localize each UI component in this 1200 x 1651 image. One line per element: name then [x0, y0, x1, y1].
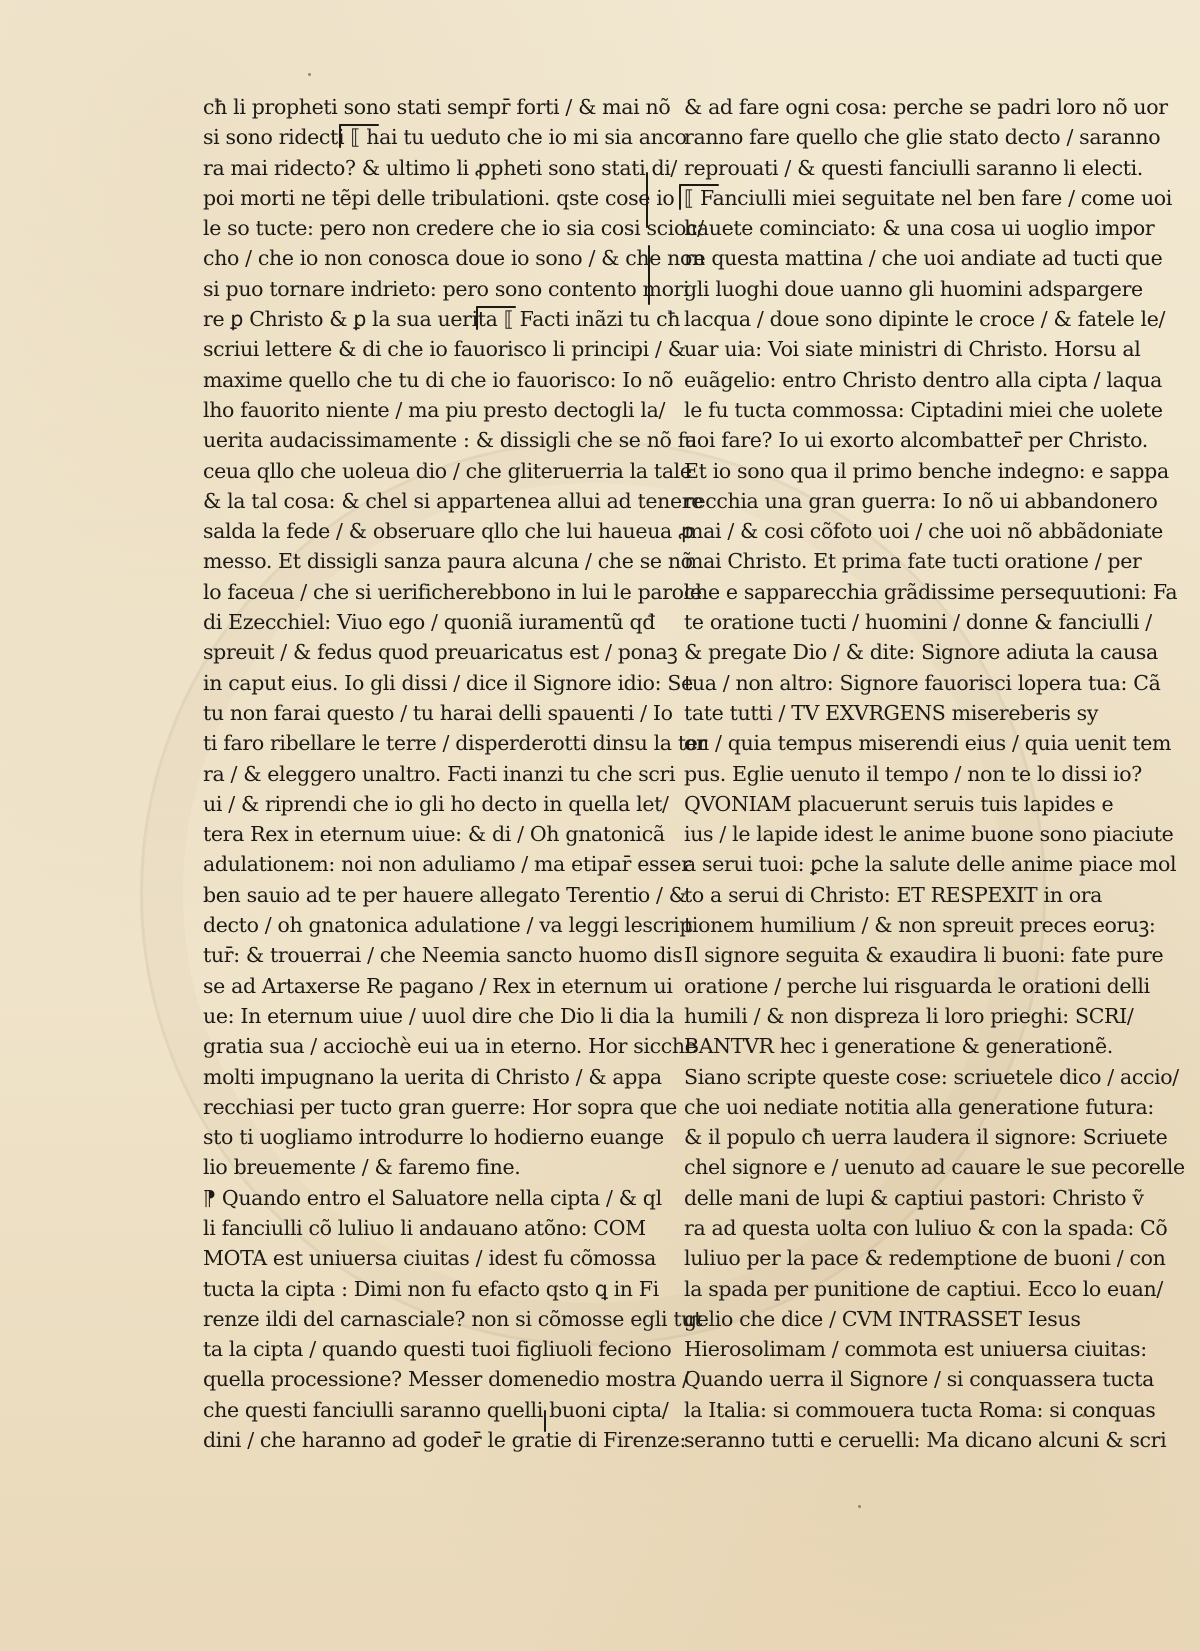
text-line: hauete cominciato: & una cosa ui uoglio impor — [684, 216, 1155, 241]
text-line: ra / & eleggero unaltro. Facti inanzi tu che scri — [203, 761, 676, 786]
text-line: gli luoghi doue uanno gli huomini adspargere — [684, 276, 1143, 301]
text-line: te oratione tucti / huomini / donne & fanciulli / — [684, 610, 1152, 635]
text-line: li fanciulli cõ luliuo li andauano atõno: COM — [203, 1215, 646, 1240]
text-line: ra ad questa uolta con luliuo & con la spada: Cõ — [684, 1215, 1168, 1240]
paper-speck — [858, 1505, 861, 1508]
text-line: poi morti ne tẽpi delle tribulationi. qste cose io — [203, 185, 675, 210]
text-line: messo. Et dissigli sanza paura alcuna / che se nõ — [203, 549, 693, 574]
text-line: adulationem: noi non aduliamo / ma etipar̄ esser — [203, 852, 691, 877]
text-line: & il populo cħ uerra laudera il signore: Scriuete — [684, 1125, 1168, 1150]
text-line: renze ildi del carnasciale? non si cõmosse egli tut — [203, 1306, 702, 1331]
text-line: lacqua / doue sono dipinte le croce / & fatele le/ — [684, 307, 1166, 332]
text-line: ue: In eternum uiue / uuol dire che Dio li dia la — [203, 1003, 675, 1028]
text-line: maxime quello che tu di che io fauorisco: Io nõ — [203, 367, 674, 392]
text-line: Siano scripte queste cose: scriuetele dico / accio/ — [684, 1064, 1179, 1089]
text-line: decto / oh gnatonica adulatione / va leggi lescrip — [203, 913, 693, 938]
text-line: ra mai ridecto? & ultimo li ꝓpheti sono stati di/ — [203, 155, 677, 180]
text-line: uoi fare? Io ui exorto alcombatter̄ per Christo. — [684, 428, 1148, 453]
text-line: le so tucte: pero non credere che io sia cosi scioc/ — [203, 216, 704, 241]
text-line: recchia una gran guerra: Io nõ ui abbandonero — [684, 488, 1158, 513]
text-line: euãgelio: entro Christo dentro alla cipta / laqua — [684, 367, 1162, 392]
text-line: lho fauorito niente / ma piu presto dectogli la/ — [203, 397, 666, 422]
text-line: ben sauio ad te per hauere allegato Terentio / & — [203, 882, 687, 907]
text-line: a serui tuoi: ꝑche la salute delle anime piace mol — [684, 852, 1177, 877]
text-line: spreuit / & fedus quod preuaricatus est / ponaꝫ — [203, 640, 678, 665]
text-line: Et io sono qua il primo benche indegno: e sappa — [684, 458, 1169, 483]
text-line: & ad fare ogni cosa: perche se padri loro nõ uor — [684, 95, 1168, 119]
text-line: ti faro ribellare le terre / disperderotti dinsu la ter — [203, 731, 707, 756]
text-line: mai Christo. Et prima fate tucti oratione / per — [684, 549, 1142, 574]
text-line: cħ li propheti sono stati sempr̄ forti / & mai nõ — [203, 95, 671, 119]
text-line: reprouati / & questi fanciulli saranno li electi. — [684, 155, 1143, 180]
text-line: di Ezecchiel: Viuo ego / quoniã iuramentũ qđ — [203, 610, 656, 635]
text-line: ceua qllo che uoleua dio / che gliteruerria la tale — [203, 458, 692, 483]
text-line: delle mani de lupi & captiui pastori: Christo ṽ — [684, 1185, 1144, 1210]
right-text-column — [684, 92, 1185, 1455]
text-line: Hierosolimam / commota est uniuersa ciuitas: — [684, 1337, 1147, 1362]
text-line: Quando uerra il Signore / si conquassera tucta — [684, 1367, 1155, 1392]
text-line: se ad Artaxerse Re pagano / Rex in eternum ui — [203, 973, 673, 998]
text-line: uar uia: Voi siate ministri di Christo. Horsu al — [684, 337, 1141, 362]
text-line: ta la cipta / quando questi tuoi figliuoli feciono — [203, 1337, 672, 1362]
text-line: ⟦ Fanciulli miei seguitate nel ben fare / come uoi — [684, 185, 1173, 210]
text-line: recchiasi per tucto gran guerre: Hor sopra que — [203, 1094, 677, 1119]
text-line: le fu tucta commossa: Ciptadini miei che uolete — [684, 397, 1163, 422]
text-line: to a serui di Christo: ET RESPEXIT in ora — [684, 882, 1103, 907]
text-line: ius / le lapide idest le anime buone sono piaciute — [684, 822, 1174, 847]
text-line: Il signore seguita & exaudira li buoni: fate pure — [684, 943, 1164, 968]
text-line: BANTVR hec i generatione & generationẽ. — [684, 1034, 1113, 1059]
text-line: quella processione? Messer domenedio mostra / — [203, 1367, 689, 1392]
text-line: mai / & cosi cõfoto uoi / che uoi nõ abbãdoniate — [684, 519, 1163, 544]
text-line: uerita audacissimamente : & dissigli che se nõ fa — [203, 428, 697, 453]
text-line: MOTA est uniuersa ciuitas / idest fu cõmossa — [203, 1246, 657, 1271]
text-line: che uoi nediate notitia alla generatione futura: — [684, 1094, 1154, 1119]
text-line: tucta la cipta : Dimi non fu efacto qsto ꝗ in Fi — [203, 1276, 659, 1301]
text-line: che questi fanciulli saranno quelli buoni cipta/ — [203, 1397, 669, 1422]
text-line: oratione / perche lui risguarda le orationi delli — [684, 973, 1150, 998]
text-line: scriui lettere & di che io fauorisco li principi / & — [203, 337, 686, 362]
text-line: ⁋ Quando entro el Saluatore nella cipta / & ql — [203, 1185, 662, 1210]
text-line: in caput eius. Io gli dissi / dice il Signore idio: Se — [203, 670, 693, 695]
text-line: lio breuemente / & faremo fine. — [203, 1155, 521, 1180]
text-line: dini / che haranno ad goder̄ le gratie di Firenze: — [203, 1428, 686, 1453]
text-line: tua / non altro: Signore fauorisci lopera tua: Cã — [684, 670, 1161, 695]
text-line: gelio che dice / CVM INTRASSET Iesus — [684, 1306, 1081, 1331]
text-line: cho / che io non conosca doue io sono / & che non — [203, 246, 705, 271]
text-line: QVONIAM placuerunt seruis tuis lapides e — [684, 791, 1114, 816]
text-line: luliuo per la pace & redemptione de buoni / con — [684, 1246, 1166, 1271]
paper-speck — [308, 73, 311, 76]
text-line: re questa mattina / che uoi andiate ad tucti que — [684, 246, 1163, 271]
bracket-mark — [679, 184, 681, 210]
text-line: & pregate Dio / & dite: Signore adiuta la causa — [684, 640, 1158, 665]
text-line: la spada per punitione de captiui. Ecco lo euan/ — [684, 1276, 1163, 1301]
text-line: tu non farai questo / tu harai delli spauenti / Io — [203, 700, 673, 725]
text-line: tionem humilium / & non spreuit preces eoruꝫ: — [684, 913, 1156, 938]
text-line: on / quia tempus miserendi eius / quia uenit tem — [684, 731, 1172, 756]
text-line: ui / & riprendi che io gli ho decto in quella let/ — [203, 791, 669, 816]
text-line: & la tal cosa: & chel si appartenea allui ad tenere — [203, 488, 704, 513]
text-line: tate tutti / TV EXVRGENS misereberis sy — [684, 700, 1099, 725]
text-line: sto ti uogliamo introdurre lo hodierno euange — [203, 1125, 664, 1150]
text-line: humili / & non dispreza li loro prieghi: SCRI/ — [684, 1003, 1134, 1028]
text-line: la Italia: si commouera tucta Roma: si conquas — [684, 1397, 1156, 1422]
text-line: molti impugnano la uerita di Christo / & appa — [203, 1064, 662, 1089]
text-line: lo faceua / che si uerificherebbono in lui le parole — [203, 579, 702, 604]
left-text-column — [203, 92, 707, 1455]
text-line: chel signore e / uenuto ad cauare le sue pecorelle — [684, 1155, 1185, 1180]
text-line: ranno fare quello che glie stato decto / saranno — [684, 125, 1161, 150]
text-line: tera Rex in eternum uiue: & di / Oh gnatonicã — [203, 822, 665, 847]
text-line: che e sapparecchia grãdissime persequutioni: Fa — [684, 579, 1178, 604]
text-line: tur̄: & trouerrai / che Neemia sancto huomo dis — [203, 943, 683, 968]
text-line: gratia sua / acciochè eui ua in eterno. Hor sicche — [203, 1034, 697, 1059]
text-line: si puo tornare indrieto: pero sono contento mori — [203, 276, 690, 301]
text-line: re ꝑ Christo & ꝑ la sua uerita ⟦ Facti inãzi tu cħ — [203, 307, 681, 332]
text-line: salda la fede / & obseruare qllo che lui haueua ꝓ — [203, 519, 694, 544]
text-line: pus. Eglie uenuto il tempo / non te lo dissi io? — [684, 761, 1142, 786]
text-line: si sono ridecti ⟦ hai tu ueduto che io mi sia anco — [203, 125, 687, 150]
text-line: seranno tutti e ceruelli: Ma dicano alcuni & scri — [684, 1428, 1167, 1453]
